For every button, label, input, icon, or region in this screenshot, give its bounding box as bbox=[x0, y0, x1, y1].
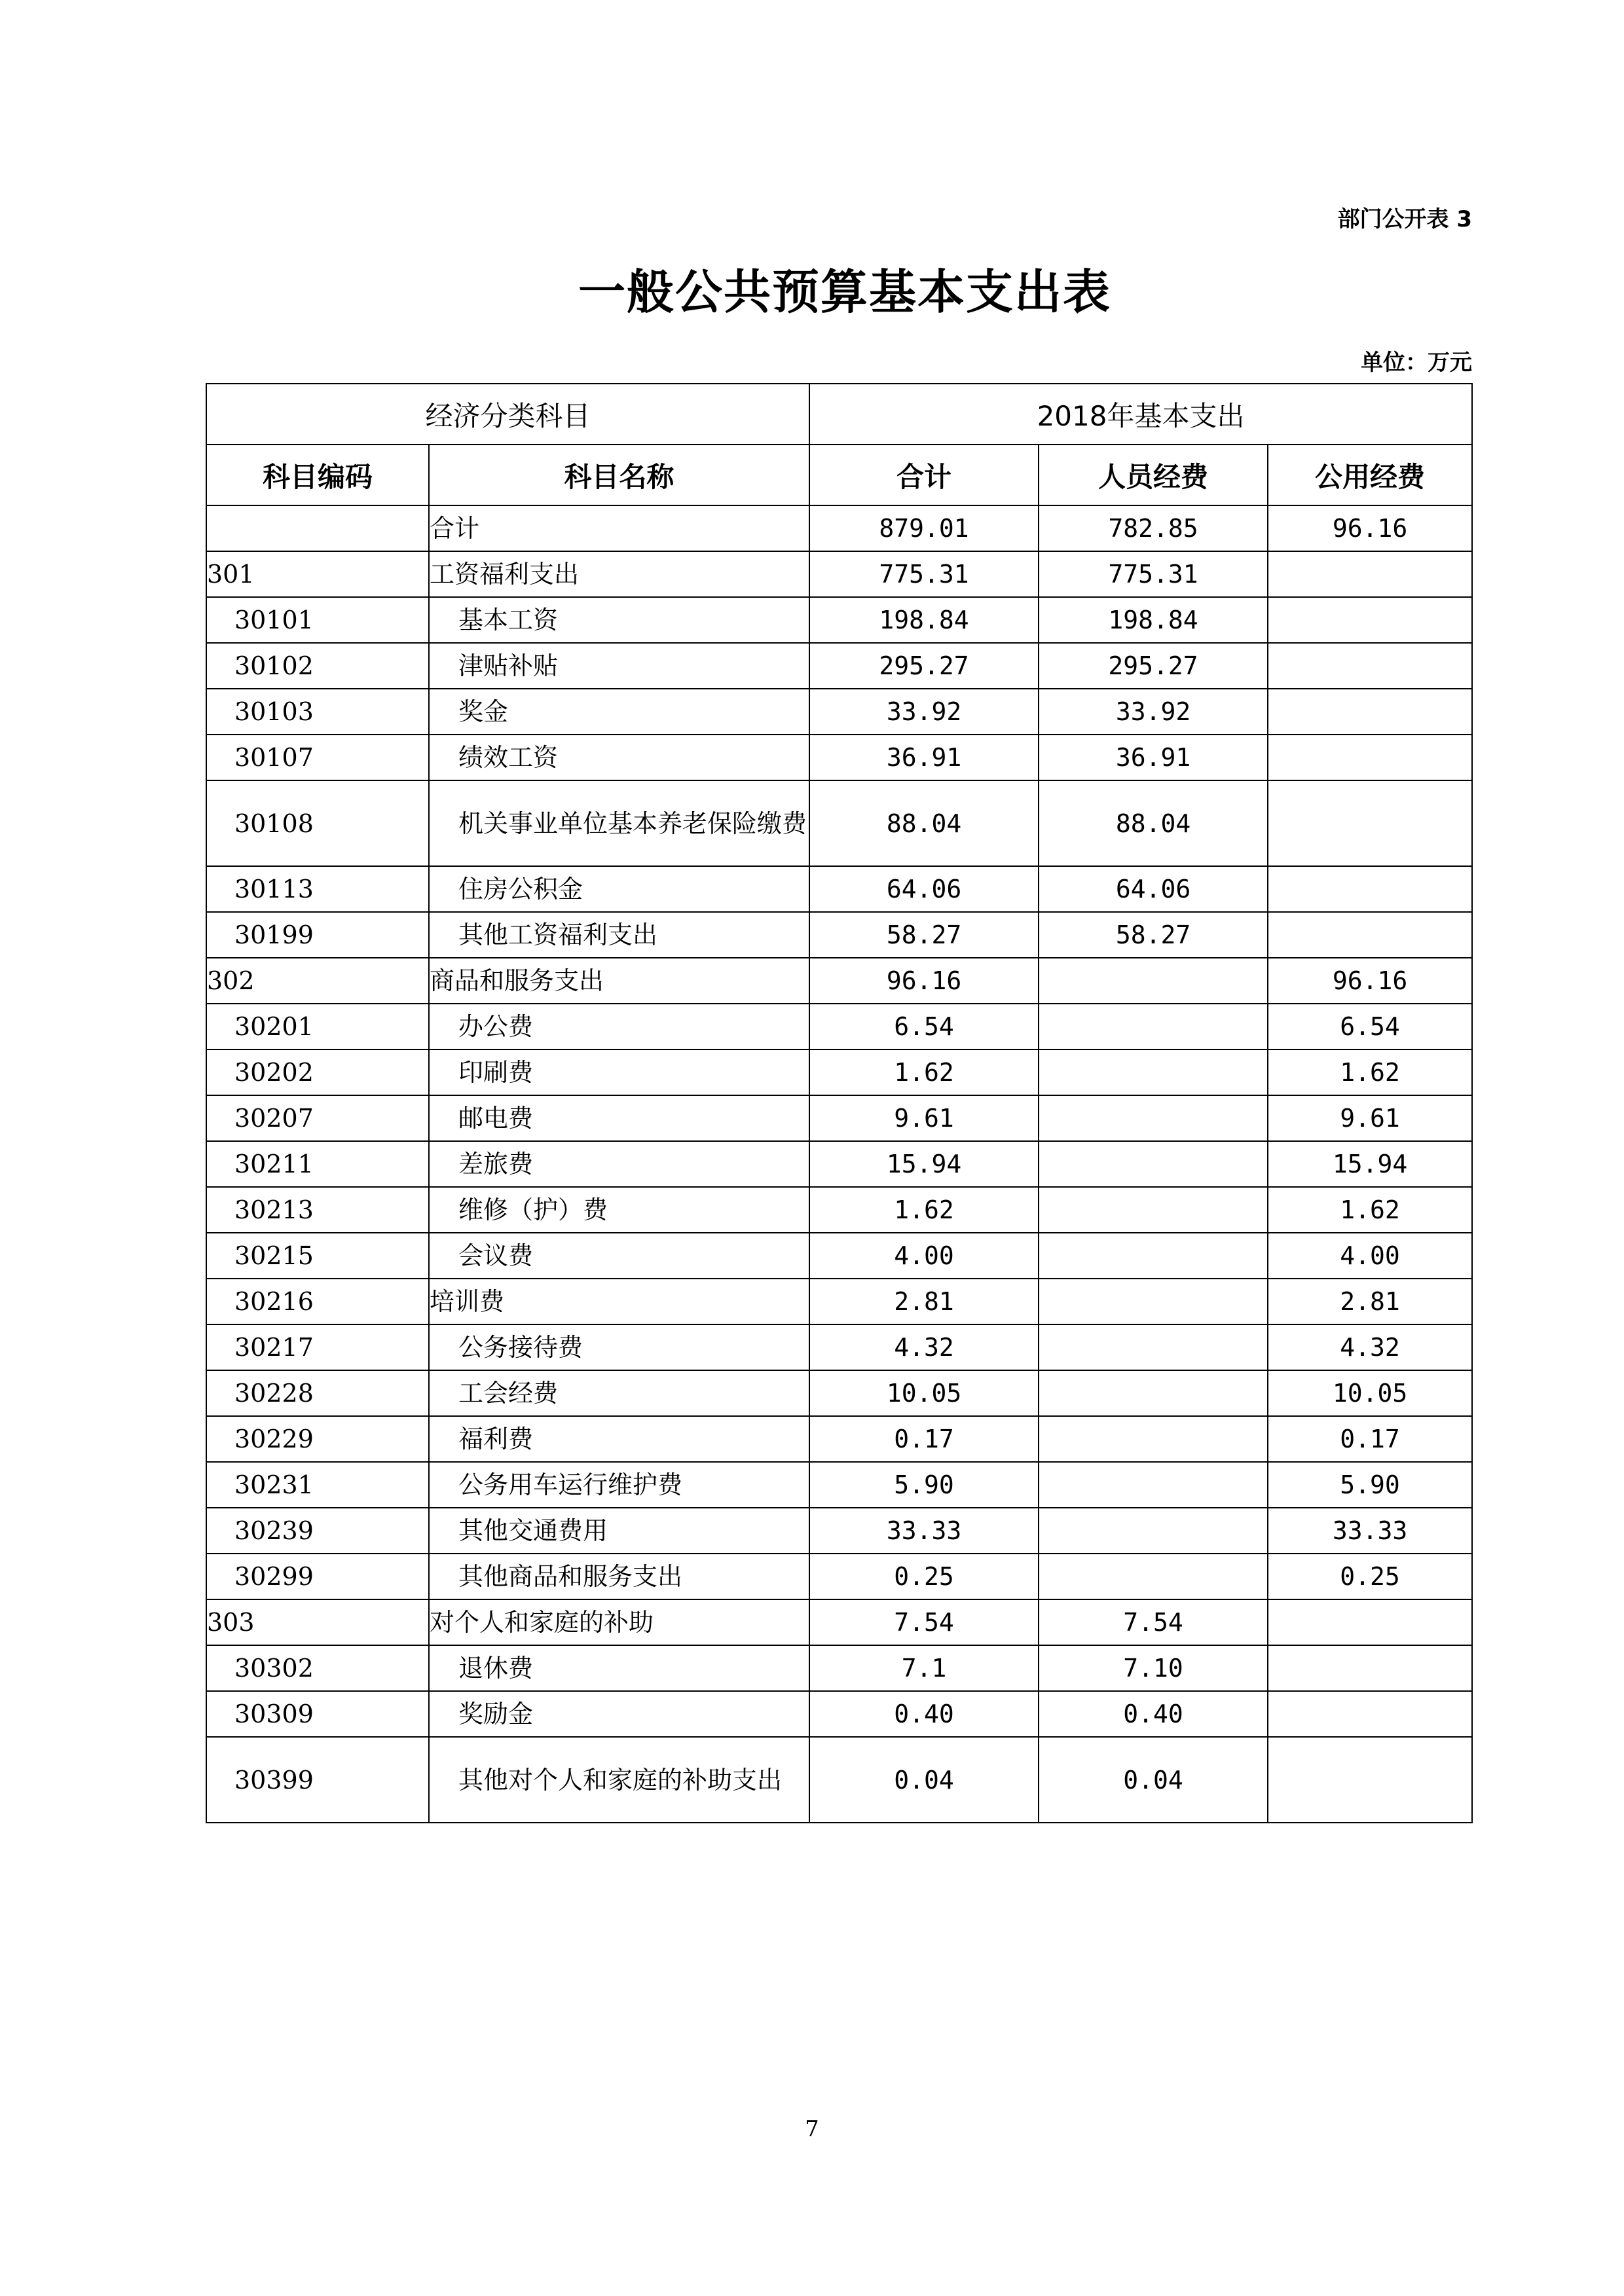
cell-total: 4.32 bbox=[809, 1324, 1039, 1370]
cell-personnel: 295.27 bbox=[1039, 643, 1268, 689]
cell-name: 绩效工资 bbox=[429, 735, 809, 780]
cell-name: 差旅费 bbox=[429, 1141, 809, 1187]
cell-name: 福利费 bbox=[429, 1416, 809, 1462]
cell-code: 303 bbox=[206, 1599, 429, 1645]
cell-total: 1.62 bbox=[809, 1187, 1039, 1233]
cell-name: 公务用车运行维护费 bbox=[429, 1462, 809, 1508]
table-body bbox=[206, 505, 1472, 1823]
cell-total: 0.40 bbox=[809, 1691, 1039, 1737]
table-row bbox=[206, 1095, 1472, 1141]
column-header-row bbox=[206, 445, 1472, 505]
cell-code: 30107 bbox=[206, 735, 429, 780]
cell-code: 30207 bbox=[206, 1095, 429, 1141]
table-row bbox=[206, 1554, 1472, 1599]
header-code: 科目编码 bbox=[206, 445, 429, 505]
table-row bbox=[206, 1599, 1472, 1645]
cell-name: 培训费 bbox=[429, 1279, 809, 1324]
cell-total: 15.94 bbox=[809, 1141, 1039, 1187]
cell-personnel: 775.31 bbox=[1039, 551, 1268, 597]
cell-code: 30201 bbox=[206, 1004, 429, 1049]
cell-total: 0.25 bbox=[809, 1554, 1039, 1599]
header-personnel: 人员经费 bbox=[1039, 445, 1268, 505]
page-number: 7 bbox=[805, 2116, 819, 2142]
cell-total: 58.27 bbox=[809, 912, 1039, 958]
cell-public: 10.05 bbox=[1268, 1370, 1472, 1416]
cell-code: 30399 bbox=[206, 1737, 429, 1823]
cell-total: 6.54 bbox=[809, 1004, 1039, 1049]
cell-name: 印刷费 bbox=[429, 1049, 809, 1095]
table-row bbox=[206, 1462, 1472, 1508]
cell-public: 15.94 bbox=[1268, 1141, 1472, 1187]
cell-personnel: 0.04 bbox=[1039, 1737, 1268, 1823]
cell-code: 30202 bbox=[206, 1049, 429, 1095]
cell-total: 96.16 bbox=[809, 958, 1039, 1004]
cell-code: 30216 bbox=[206, 1279, 429, 1324]
cell-total: 0.17 bbox=[809, 1416, 1039, 1462]
cell-personnel: 0.40 bbox=[1039, 1691, 1268, 1737]
table-row bbox=[206, 735, 1472, 780]
cell-public: 0.17 bbox=[1268, 1416, 1472, 1462]
table-row bbox=[206, 1279, 1472, 1324]
cell-personnel bbox=[1039, 1462, 1268, 1508]
cell-personnel bbox=[1039, 1279, 1268, 1324]
table-row bbox=[206, 505, 1472, 551]
cell-code: 302 bbox=[206, 958, 429, 1004]
cell-total: 7.54 bbox=[809, 1599, 1039, 1645]
cell-public bbox=[1268, 643, 1472, 689]
cell-name: 其他对个人和家庭的补助支出 bbox=[429, 1737, 809, 1823]
cell-code: 30103 bbox=[206, 689, 429, 735]
cell-name: 退休费 bbox=[429, 1645, 809, 1691]
header-total: 合计 bbox=[809, 445, 1039, 505]
cell-total: 33.33 bbox=[809, 1508, 1039, 1554]
cell-name: 机关事业单位基本养老保险缴费 bbox=[429, 780, 809, 866]
cell-public: 2.81 bbox=[1268, 1279, 1472, 1324]
table-row bbox=[206, 1737, 1472, 1823]
cell-name: 工会经费 bbox=[429, 1370, 809, 1416]
cell-public bbox=[1268, 735, 1472, 780]
cell-total: 10.05 bbox=[809, 1370, 1039, 1416]
cell-personnel: 88.04 bbox=[1039, 780, 1268, 866]
cell-total: 4.00 bbox=[809, 1233, 1039, 1279]
cell-personnel bbox=[1039, 1508, 1268, 1554]
cell-code: 30199 bbox=[206, 912, 429, 958]
cell-total: 64.06 bbox=[809, 866, 1039, 912]
cell-code: 30229 bbox=[206, 1416, 429, 1462]
table-row bbox=[206, 1370, 1472, 1416]
cell-code: 30217 bbox=[206, 1324, 429, 1370]
cell-code: 30309 bbox=[206, 1691, 429, 1737]
cell-total: 5.90 bbox=[809, 1462, 1039, 1508]
cell-public bbox=[1268, 1691, 1472, 1737]
table-row bbox=[206, 958, 1472, 1004]
cell-name: 住房公积金 bbox=[429, 866, 809, 912]
cell-name: 对个人和家庭的补助 bbox=[429, 1599, 809, 1645]
cell-name: 公务接待费 bbox=[429, 1324, 809, 1370]
cell-name: 其他工资福利支出 bbox=[429, 912, 809, 958]
cell-personnel: 7.10 bbox=[1039, 1645, 1268, 1691]
cell-public: 4.32 bbox=[1268, 1324, 1472, 1370]
cell-personnel bbox=[1039, 1554, 1268, 1599]
cell-public bbox=[1268, 780, 1472, 866]
cell-name: 合计 bbox=[429, 505, 809, 551]
table-row bbox=[206, 551, 1472, 597]
cell-total: 88.04 bbox=[809, 780, 1039, 866]
cell-personnel bbox=[1039, 1233, 1268, 1279]
cell-total: 198.84 bbox=[809, 597, 1039, 643]
cell-name: 办公费 bbox=[429, 1004, 809, 1049]
cell-personnel bbox=[1039, 1416, 1268, 1462]
cell-code: 30228 bbox=[206, 1370, 429, 1416]
table-row bbox=[206, 1233, 1472, 1279]
cell-personnel: 64.06 bbox=[1039, 866, 1268, 912]
table-row bbox=[206, 689, 1472, 735]
cell-code: 30215 bbox=[206, 1233, 429, 1279]
cell-code: 30299 bbox=[206, 1554, 429, 1599]
cell-code bbox=[206, 505, 429, 551]
cell-public bbox=[1268, 1737, 1472, 1823]
cell-total: 295.27 bbox=[809, 643, 1039, 689]
cell-personnel: 7.54 bbox=[1039, 1599, 1268, 1645]
cell-name: 维修（护）费 bbox=[429, 1187, 809, 1233]
table-row bbox=[206, 1508, 1472, 1554]
header-category: 经济分类科目 bbox=[206, 384, 809, 445]
cell-public bbox=[1268, 1645, 1472, 1691]
cell-public: 33.33 bbox=[1268, 1508, 1472, 1554]
group-header-row bbox=[206, 384, 1472, 445]
cell-personnel: 58.27 bbox=[1039, 912, 1268, 958]
cell-code: 30213 bbox=[206, 1187, 429, 1233]
cell-total: 7.1 bbox=[809, 1645, 1039, 1691]
cell-personnel bbox=[1039, 1187, 1268, 1233]
budget-table bbox=[206, 383, 1473, 1823]
cell-total: 775.31 bbox=[809, 551, 1039, 597]
cell-public: 1.62 bbox=[1268, 1187, 1472, 1233]
cell-personnel bbox=[1039, 958, 1268, 1004]
table-row bbox=[206, 1416, 1472, 1462]
cell-name: 基本工资 bbox=[429, 597, 809, 643]
cell-name: 津贴补贴 bbox=[429, 643, 809, 689]
cell-public: 1.62 bbox=[1268, 1049, 1472, 1095]
cell-total: 0.04 bbox=[809, 1737, 1039, 1823]
table-row bbox=[206, 1691, 1472, 1737]
cell-personnel: 33.92 bbox=[1039, 689, 1268, 735]
table-row bbox=[206, 912, 1472, 958]
table-row bbox=[206, 780, 1472, 866]
page-title: 一般公共预算基本支出表 bbox=[578, 264, 1111, 319]
table-row bbox=[206, 1049, 1472, 1095]
cell-public: 96.16 bbox=[1268, 958, 1472, 1004]
cell-name: 会议费 bbox=[429, 1233, 809, 1279]
cell-code: 30113 bbox=[206, 866, 429, 912]
cell-public: 5.90 bbox=[1268, 1462, 1472, 1508]
cell-personnel bbox=[1039, 1095, 1268, 1141]
cell-personnel: 198.84 bbox=[1039, 597, 1268, 643]
cell-name: 奖金 bbox=[429, 689, 809, 735]
cell-code: 30101 bbox=[206, 597, 429, 643]
table-row bbox=[206, 643, 1472, 689]
cell-code: 301 bbox=[206, 551, 429, 597]
table-row bbox=[206, 1004, 1472, 1049]
cell-personnel bbox=[1039, 1141, 1268, 1187]
cell-personnel: 36.91 bbox=[1039, 735, 1268, 780]
cell-code: 30211 bbox=[206, 1141, 429, 1187]
cell-code: 30108 bbox=[206, 780, 429, 866]
table-row bbox=[206, 1324, 1472, 1370]
cell-public: 9.61 bbox=[1268, 1095, 1472, 1141]
cell-public bbox=[1268, 551, 1472, 597]
cell-name: 工资福利支出 bbox=[429, 551, 809, 597]
table-row bbox=[206, 1141, 1472, 1187]
cell-name: 其他商品和服务支出 bbox=[429, 1554, 809, 1599]
unit-label: 单位：万元 bbox=[1361, 350, 1472, 376]
cell-public bbox=[1268, 1599, 1472, 1645]
cell-public: 4.00 bbox=[1268, 1233, 1472, 1279]
cell-code: 30231 bbox=[206, 1462, 429, 1508]
cell-public: 6.54 bbox=[1268, 1004, 1472, 1049]
cell-total: 33.92 bbox=[809, 689, 1039, 735]
cell-personnel bbox=[1039, 1324, 1268, 1370]
cell-total: 879.01 bbox=[809, 505, 1039, 551]
table-row bbox=[206, 597, 1472, 643]
cell-name: 商品和服务支出 bbox=[429, 958, 809, 1004]
cell-public bbox=[1268, 866, 1472, 912]
header-public: 公用经费 bbox=[1268, 445, 1472, 505]
cell-name: 奖励金 bbox=[429, 1691, 809, 1737]
cell-total: 36.91 bbox=[809, 735, 1039, 780]
table-row bbox=[206, 1187, 1472, 1233]
table-row bbox=[206, 866, 1472, 912]
cell-personnel bbox=[1039, 1049, 1268, 1095]
cell-code: 30302 bbox=[206, 1645, 429, 1691]
cell-code: 30239 bbox=[206, 1508, 429, 1554]
cell-personnel bbox=[1039, 1370, 1268, 1416]
header-year-total: 2018年基本支出 bbox=[809, 384, 1472, 445]
cell-public bbox=[1268, 689, 1472, 735]
cell-total: 9.61 bbox=[809, 1095, 1039, 1141]
cell-personnel: 782.85 bbox=[1039, 505, 1268, 551]
doc-label: 部门公开表 3 bbox=[1337, 206, 1472, 232]
header-name: 科目名称 bbox=[429, 445, 809, 505]
cell-public bbox=[1268, 597, 1472, 643]
cell-public: 96.16 bbox=[1268, 505, 1472, 551]
cell-name: 其他交通费用 bbox=[429, 1508, 809, 1554]
cell-public bbox=[1268, 912, 1472, 958]
cell-total: 1.62 bbox=[809, 1049, 1039, 1095]
cell-total: 2.81 bbox=[809, 1279, 1039, 1324]
cell-public: 0.25 bbox=[1268, 1554, 1472, 1599]
cell-personnel bbox=[1039, 1004, 1268, 1049]
cell-code: 30102 bbox=[206, 643, 429, 689]
cell-name: 邮电费 bbox=[429, 1095, 809, 1141]
table-row bbox=[206, 1645, 1472, 1691]
